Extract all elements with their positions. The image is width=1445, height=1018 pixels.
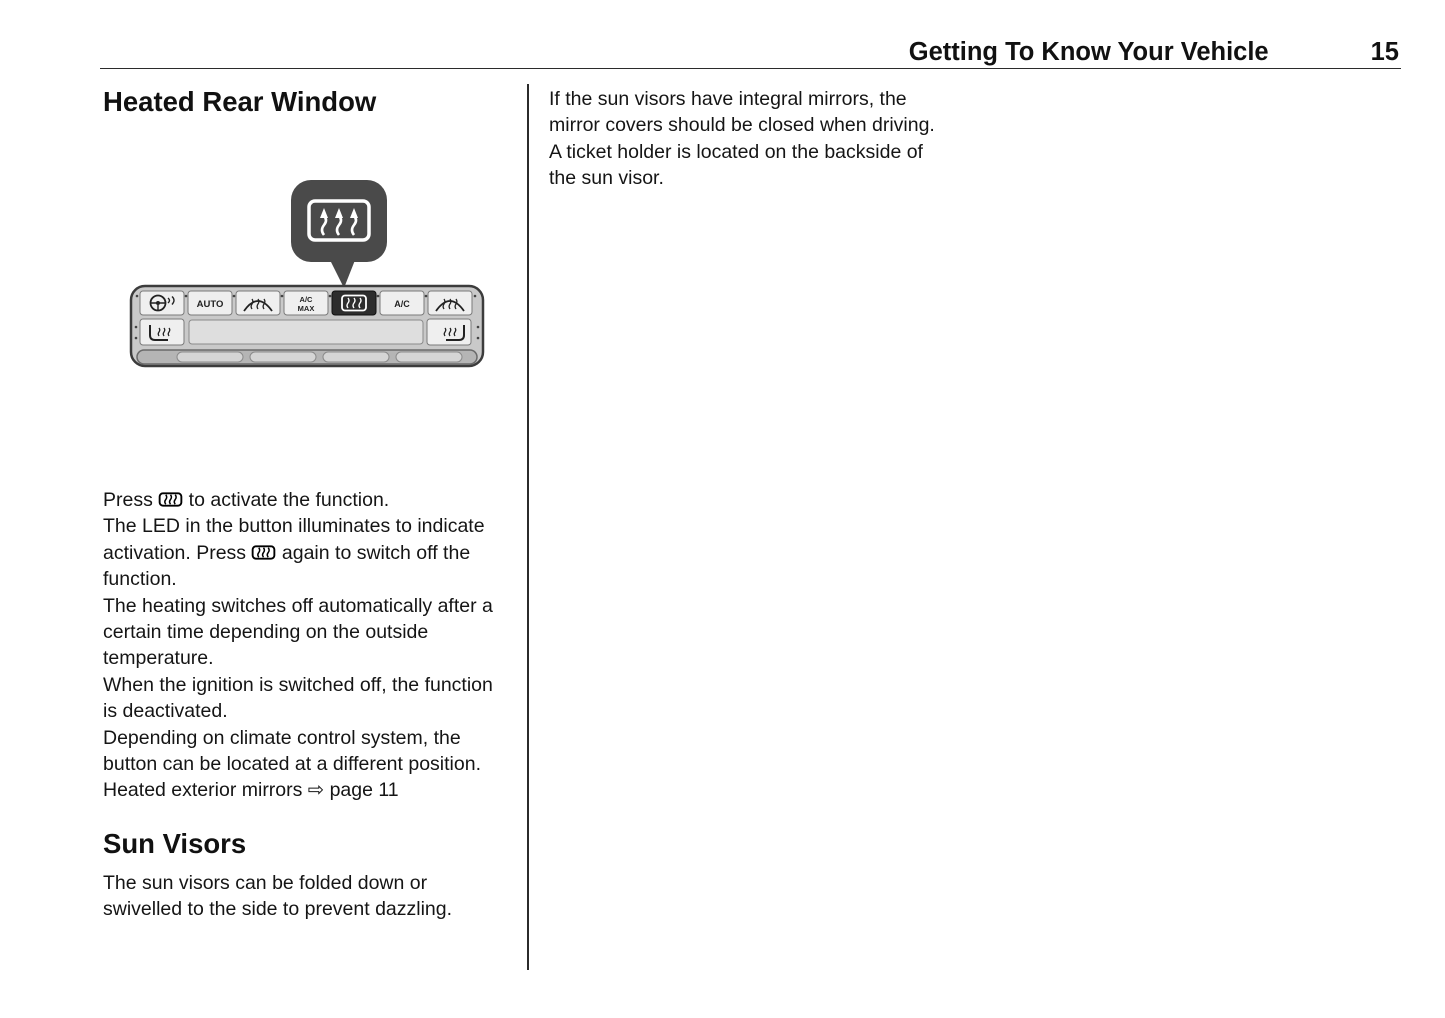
paragraph-led bbox=[103, 513, 503, 592]
climate-control-panel-figure bbox=[115, 178, 495, 378]
header-rule bbox=[100, 68, 1401, 69]
text-run: The LED in the button illuminates to indicate activation. Press bbox=[103, 515, 485, 564]
ac-max-button bbox=[284, 291, 328, 315]
page-number: 15 bbox=[1370, 38, 1399, 66]
front-defrost-button bbox=[236, 291, 280, 315]
auto-button-label: AUTO bbox=[196, 299, 224, 310]
left-seat-heat-button bbox=[140, 319, 184, 345]
ac-button-label: A/C bbox=[394, 299, 410, 309]
ac-max-label-top: A/C bbox=[299, 295, 313, 304]
paragraph-press-activate bbox=[103, 487, 503, 513]
text-run: again to switch off the function. bbox=[103, 541, 471, 591]
ac-button bbox=[380, 291, 424, 315]
text-run: to activate the function. bbox=[183, 489, 390, 511]
paragraph-ignition-off: When the ignition is switched off, the function is deactivated. bbox=[103, 673, 493, 723]
column-divider bbox=[527, 84, 529, 970]
right-column bbox=[549, 86, 953, 192]
page-header bbox=[100, 38, 1399, 67]
callout-bubble bbox=[291, 180, 387, 288]
heated-rear-window-button bbox=[332, 291, 376, 315]
paragraph-integral-mirrors: If the sun visors have integral mirrors, the mirror covers should be closed when driving. bbox=[549, 88, 935, 137]
bottom-button-row bbox=[137, 350, 477, 364]
right-seat-heat-button bbox=[427, 319, 471, 345]
heated-rear-window-icon bbox=[251, 544, 276, 561]
steering-wheel-heat-button bbox=[140, 291, 184, 315]
paragraph-ticket-holder: A ticket holder is located on the backside of the sun visor. bbox=[549, 140, 923, 190]
auto-button bbox=[188, 291, 232, 315]
paragraph-sun-visors: The sun visors can be folded down or swivelled to the side to prevent dazzling. bbox=[103, 871, 453, 921]
heated-rear-window-text bbox=[103, 487, 503, 923]
control-panel bbox=[131, 286, 483, 366]
windshield-defrost-button bbox=[428, 291, 472, 315]
chapter-title: Getting To Know Your Vehicle bbox=[908, 38, 1269, 66]
cross-reference-heated-exterior-mirrors: Heated exterior mirrors ⇨ page 11 bbox=[103, 779, 399, 802]
paragraph-heating-auto-off: The heating switches off automatically after a certain time depending on the outside temperature. bbox=[103, 594, 493, 670]
text-run: Press bbox=[103, 489, 159, 511]
left-column bbox=[103, 86, 503, 923]
paragraph-button-position: Depending on climate control system, the button can be located at a different position. bbox=[103, 726, 481, 776]
section-heading-sun-visors: Sun Visors bbox=[103, 827, 247, 859]
section-heading-heated-rear-window: Heated Rear Window bbox=[103, 86, 377, 117]
center-display bbox=[189, 320, 423, 344]
ac-max-label-bottom: MAX bbox=[297, 304, 315, 313]
heated-rear-window-icon bbox=[158, 491, 183, 508]
